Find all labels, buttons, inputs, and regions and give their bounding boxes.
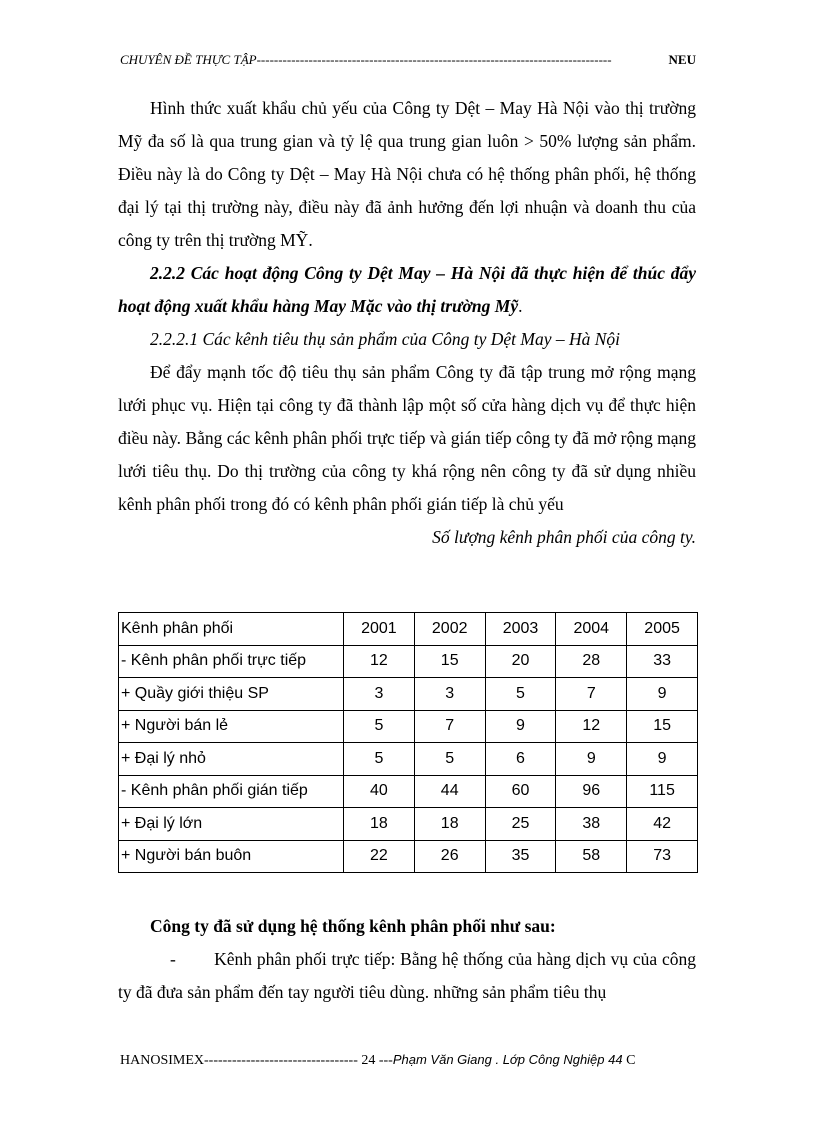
table-cell: 38	[556, 808, 627, 841]
table-cell: 73	[627, 840, 698, 873]
table-cell: - Kênh phân phối trực tiếp	[119, 645, 344, 678]
table-cell: + Đại lý lớn	[119, 808, 344, 841]
footer-end: C	[626, 1053, 636, 1068]
table-header-cell: 2002	[414, 613, 485, 646]
table-cell: 15	[414, 645, 485, 678]
section-heading-period: .	[518, 296, 523, 316]
page-number: 24	[361, 1053, 376, 1068]
subsection-heading: 2.2.2.1 Các kênh tiêu thụ sản phẩm của Công ty Dệt May – Hà Nội	[150, 329, 621, 349]
paragraph-2: Để đẩy mạnh tốc độ tiêu thụ sản phẩm Công ty đã tập trung mở rộng mạng lưới phục vụ. Hiện tại công ty đã thành lập một số cửa hàng dịch vụ để thực hiện điều này. Bằng các kênh phân phối trực tiếp và gián tiếp công ty đã mở rộng mạng lưới tiêu thụ. Do thị trường của công ty khá rộng nên công ty đã sử dụng nhiều kênh phân phối trong đó có kênh phân phối gián tiếp là chủ yếu	[118, 362, 696, 514]
table-caption: Số lượng kênh phân phối của công ty.	[432, 527, 696, 547]
page-header	[120, 52, 696, 68]
table-header-row	[119, 613, 698, 646]
table-cell: 9	[627, 678, 698, 711]
table-cell: 3	[414, 678, 485, 711]
footer-left: HANOSIMEX---------------------------------	[120, 1053, 358, 1068]
after-table-content	[118, 910, 701, 1009]
table-header-cell: 2004	[556, 613, 627, 646]
header-right: NEU	[668, 52, 696, 67]
section-heading	[118, 257, 696, 323]
distribution-channel-table	[118, 612, 698, 873]
table-cell: 9	[485, 710, 556, 743]
table-row	[119, 808, 698, 841]
table-cell: 6	[485, 743, 556, 776]
table-row	[119, 743, 698, 776]
table-cell: 9	[627, 743, 698, 776]
table-cell: 22	[344, 840, 415, 873]
table-cell: 40	[344, 775, 415, 808]
footer-author: Phạm Văn Giang . Lớp Công Nghiệp 44	[392, 1052, 623, 1067]
table-cell: 3	[344, 678, 415, 711]
table-cell: 26	[414, 840, 485, 873]
table-cell: 28	[556, 645, 627, 678]
table-header-cell: 2003	[485, 613, 556, 646]
page-footer	[120, 1052, 700, 1069]
table-cell: 5	[344, 710, 415, 743]
table-cell: - Kênh phân phối gián tiếp	[119, 775, 344, 808]
table-cell: 58	[556, 840, 627, 873]
table-cell: 20	[485, 645, 556, 678]
table-cell: 35	[485, 840, 556, 873]
table-cell: 96	[556, 775, 627, 808]
table-cell: 5	[344, 743, 415, 776]
table-cell: + Người bán lẻ	[119, 710, 344, 743]
channel-system-heading: Công ty đã sử dụng hệ thống kênh phân phối như sau:	[150, 916, 556, 936]
table-cell: 42	[627, 808, 698, 841]
table-cell: 5	[485, 678, 556, 711]
table-cell: 60	[485, 775, 556, 808]
table-cell: 7	[556, 678, 627, 711]
table-row	[119, 678, 698, 711]
table-header-cell: 2005	[627, 613, 698, 646]
table-row	[119, 710, 698, 743]
table-cell: 18	[344, 808, 415, 841]
direct-channel-item: - Kênh phân phối trực tiếp: Bằng hệ thống của hàng dịch vụ của công ty đã đưa sản phẩm đến tay người tiêu dùng. những sản phẩm tiêu thụ	[118, 949, 701, 1002]
table-cell: 18	[414, 808, 485, 841]
table-cell: + Người bán buôn	[119, 840, 344, 873]
table-cell: 9	[556, 743, 627, 776]
header-dashes: ----------------------------------------------------------------------------------	[256, 52, 612, 67]
table-row	[119, 840, 698, 873]
section-heading-text: 2.2.2 Các hoạt động Công ty Dệt May – Hà Nội đã thực hiện để thúc đẩy hoạt động xuất khẩu hàng May Mặc vào thị trường Mỹ	[118, 263, 696, 316]
table-header-cell: Kênh phân phối	[119, 613, 344, 646]
main-content	[118, 92, 696, 554]
table-cell: + Đại lý nhỏ	[119, 743, 344, 776]
table-cell: 15	[627, 710, 698, 743]
table-header-cell: 2001	[344, 613, 415, 646]
table-cell: 12	[556, 710, 627, 743]
table-cell: 5	[414, 743, 485, 776]
table-row	[119, 645, 698, 678]
table-cell: 33	[627, 645, 698, 678]
footer-dashes: ---	[378, 1053, 393, 1068]
table-cell: 25	[485, 808, 556, 841]
table-row	[119, 775, 698, 808]
header-title: CHUYÊN ĐỀ THỰC TẬP	[120, 52, 257, 67]
table-cell: 115	[627, 775, 698, 808]
table-cell: + Quầy giới thiệu SP	[119, 678, 344, 711]
table-cell: 12	[344, 645, 415, 678]
paragraph-1: Hình thức xuất khẩu chủ yếu của Công ty Dệt – May Hà Nội vào thị trường Mỹ đa số là qua trung gian và tỷ lệ qua trung gian luôn > 50% lượng sản phẩm. Điều này là do Công ty Dệt – May Hà Nội chưa có hệ thống phân phối, hệ thống đại lý tại thị trường này, điều này đã ảnh hưởng đến lợi nhuận và doanh thu của công ty trên thị trường MỸ.	[118, 98, 696, 250]
table-cell: 44	[414, 775, 485, 808]
table-cell: 7	[414, 710, 485, 743]
